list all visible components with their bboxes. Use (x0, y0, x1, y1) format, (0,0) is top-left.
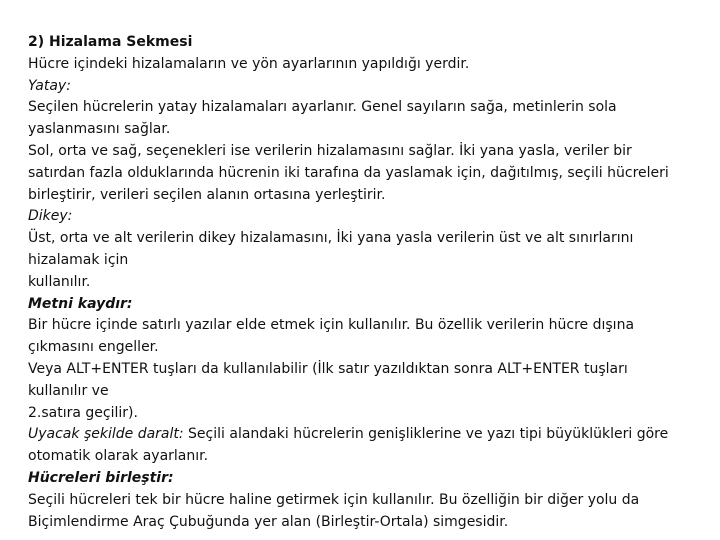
section-title: 2) Hizalama Sekmesi (28, 34, 193, 50)
document-body (28, 32, 696, 533)
metni-kaydir-line-5: 2.satıra geçilir). (28, 404, 138, 421)
yatay-line-5: birleştirir, verileri seçilen alanın ortasına yerleştirir. (28, 186, 386, 203)
dikey-line-2: hizalamak için (28, 251, 129, 268)
metni-kaydir-line-3: Veya ALT+ENTER tuşları da kullanılabilir (İlk satır yazıldıktan sonra ALT+ENTER tuşları (28, 360, 628, 377)
uyacak-first-line (28, 424, 696, 446)
uyacak-line-2: otomatik olarak ayarlanır. (28, 448, 209, 465)
birlestir-line-2: Biçimlendirme Araç Çubuğunda yer alan (Birleştir-Ortala) simgesidir. (28, 513, 509, 530)
dikey-line-3: kullanılır. (28, 273, 91, 290)
metni-kaydir-line-1: Bir hücre içinde satırlı yazılar elde etmek için kullanılır. Bu özellik verilerin hücre dışına (28, 317, 635, 334)
uyacak-line-1-rest: Seçili alandaki hücrelerin genişliklerine ve yazı tipi büyüklükleri göre (183, 426, 669, 443)
heading-uyacak: Uyacak şekilde daralt: (28, 426, 184, 443)
birlestir-line-1: Seçili hücreleri tek bir hücre haline getirmek için kullanılır. Bu özelliğin bir diğer yolu da (28, 491, 640, 508)
yatay-line-4: satırdan fazla olduklarında hücrenin iki tarafına da yaslamak için, dağıtılmış, seçili hücreleri (28, 164, 669, 181)
metni-kaydir-line-4: kullanılır ve (28, 382, 109, 399)
heading-metni-kaydir: Metni kaydır: (28, 295, 133, 312)
heading-yatay: Yatay: (28, 77, 71, 94)
dikey-line-1: Üst, orta ve alt verilerin dikey hizalamasını, İki yana yasla verilerin üst ve alt sınırlarını (28, 230, 634, 247)
heading-birlestir: Hücreleri birleştir: (28, 469, 174, 486)
metni-kaydir-line-2: çıkmasını engeller. (28, 339, 159, 356)
yatay-line-1: Seçilen hücrelerin yatay hizalamaları ayarlanır. Genel sayıların sağa, metinlerin sola (28, 99, 617, 116)
intro-text: Hücre içindeki hizalamaların ve yön ayarlarının yapıldığı yerdir. (28, 55, 470, 72)
yatay-line-3: Sol, orta ve sağ, seçenekleri ise verilerin hizalamasını sağlar. İki yana yasla, veriler bir (28, 142, 632, 159)
yatay-line-2: yaslanmasını sağlar. (28, 121, 171, 138)
heading-dikey: Dikey: (28, 208, 73, 225)
